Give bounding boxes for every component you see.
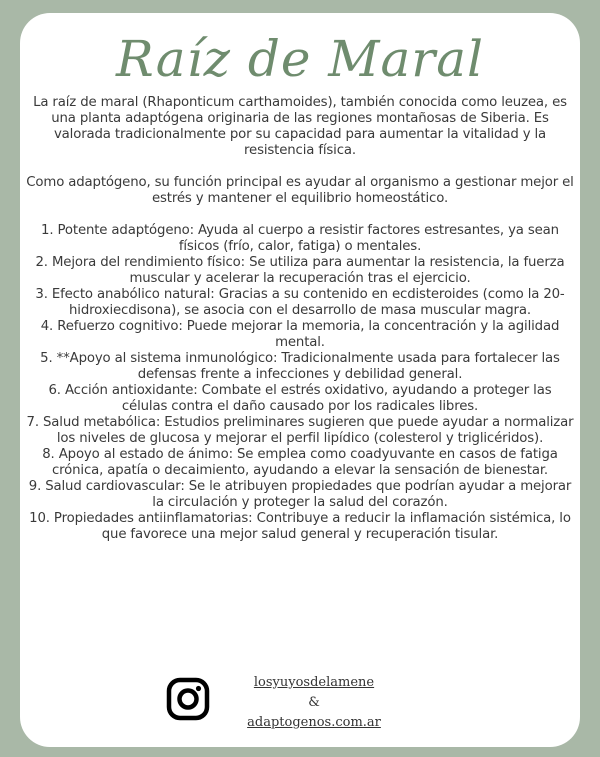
footer [164, 673, 454, 739]
instagram-handle-link[interactable]: losyuyosdelamene [253, 675, 375, 690]
benefit-item: 2. Mejora del rendimiento físico: Se utiliza para aumentar la resistencia, la fuerza muscular y acelerar la recuperación tras el ejercicio. [35, 255, 565, 286]
benefit-item: 10. Propiedades antiinflamatorias: Contribuye a reducir la inflamación sistémica, lo que favorece una mejor salud general y recuperación tisular. [29, 511, 571, 542]
intro-paragraph: La raíz de maral (Rhaponticum carthamoides), también conocida como leuzea, es una planta adaptógena originaria de las regiones montañosas de Siberia. Es valorada tradicionalmente por su capacidad para aumentar la vitalidad y la resistencia física. [33, 95, 567, 158]
benefit-item: 5. **Apoyo al sistema inmunológico: Tradicionalmente usada para fortalecer las defensas frente a infecciones y debilidad general. [40, 351, 560, 382]
instagram-icon[interactable] [166, 677, 210, 721]
page-title: Raíz de Maral [115, 30, 485, 88]
intro-paragraph: Como adaptógeno, su función principal es ayudar al organismo a gestionar mejor el estrés y mantener el equilibrio homeostático. [26, 175, 574, 206]
benefit-item: 4. Refuerzo cognitivo: Puede mejorar la memoria, la concentración y la agilidad mental. [40, 319, 560, 350]
benefit-item: 6. Acción antioxidante: Combate el estrés oxidativo, ayudando a proteger las células contra el daño causado por los radicales libres. [48, 383, 552, 414]
benefit-item: 9. Salud cardiovascular: Se le atribuyen propiedades que podrían ayudar a mejorar la circulación y proteger la salud del corazón. [28, 479, 572, 510]
body-text [26, 95, 574, 543]
website-link[interactable]: adaptogenos.com.ar [247, 715, 381, 730]
benefit-item: 7. Salud metabólica: Estudios preliminares sugieren que puede ayudar a normalizar los niveles de glucosa y mejorar el perfil lipídico (colesterol y triglicéridos). [26, 415, 574, 446]
footer-links [219, 673, 409, 733]
benefit-item: 1. Potente adaptógeno: Ayuda al cuerpo a resistir factores estresantes, ya sean físicos (frío, calor, fatiga) o mentales. [41, 223, 559, 254]
info-card [20, 13, 580, 747]
benefit-item: 8. Apoyo al estado de ánimo: Se emplea como coadyuvante en casos de fatiga crónica, apatía o decaimiento, ayudando a elevar la sensación de bienestar. [42, 447, 558, 478]
benefit-item: 3. Efecto anabólico natural: Gracias a su contenido en ecdisteroides (como la 20-hidroxiecdisona), se asocia con el desarrollo de masa muscular magra. [35, 287, 565, 318]
ampersand: & [308, 695, 320, 710]
